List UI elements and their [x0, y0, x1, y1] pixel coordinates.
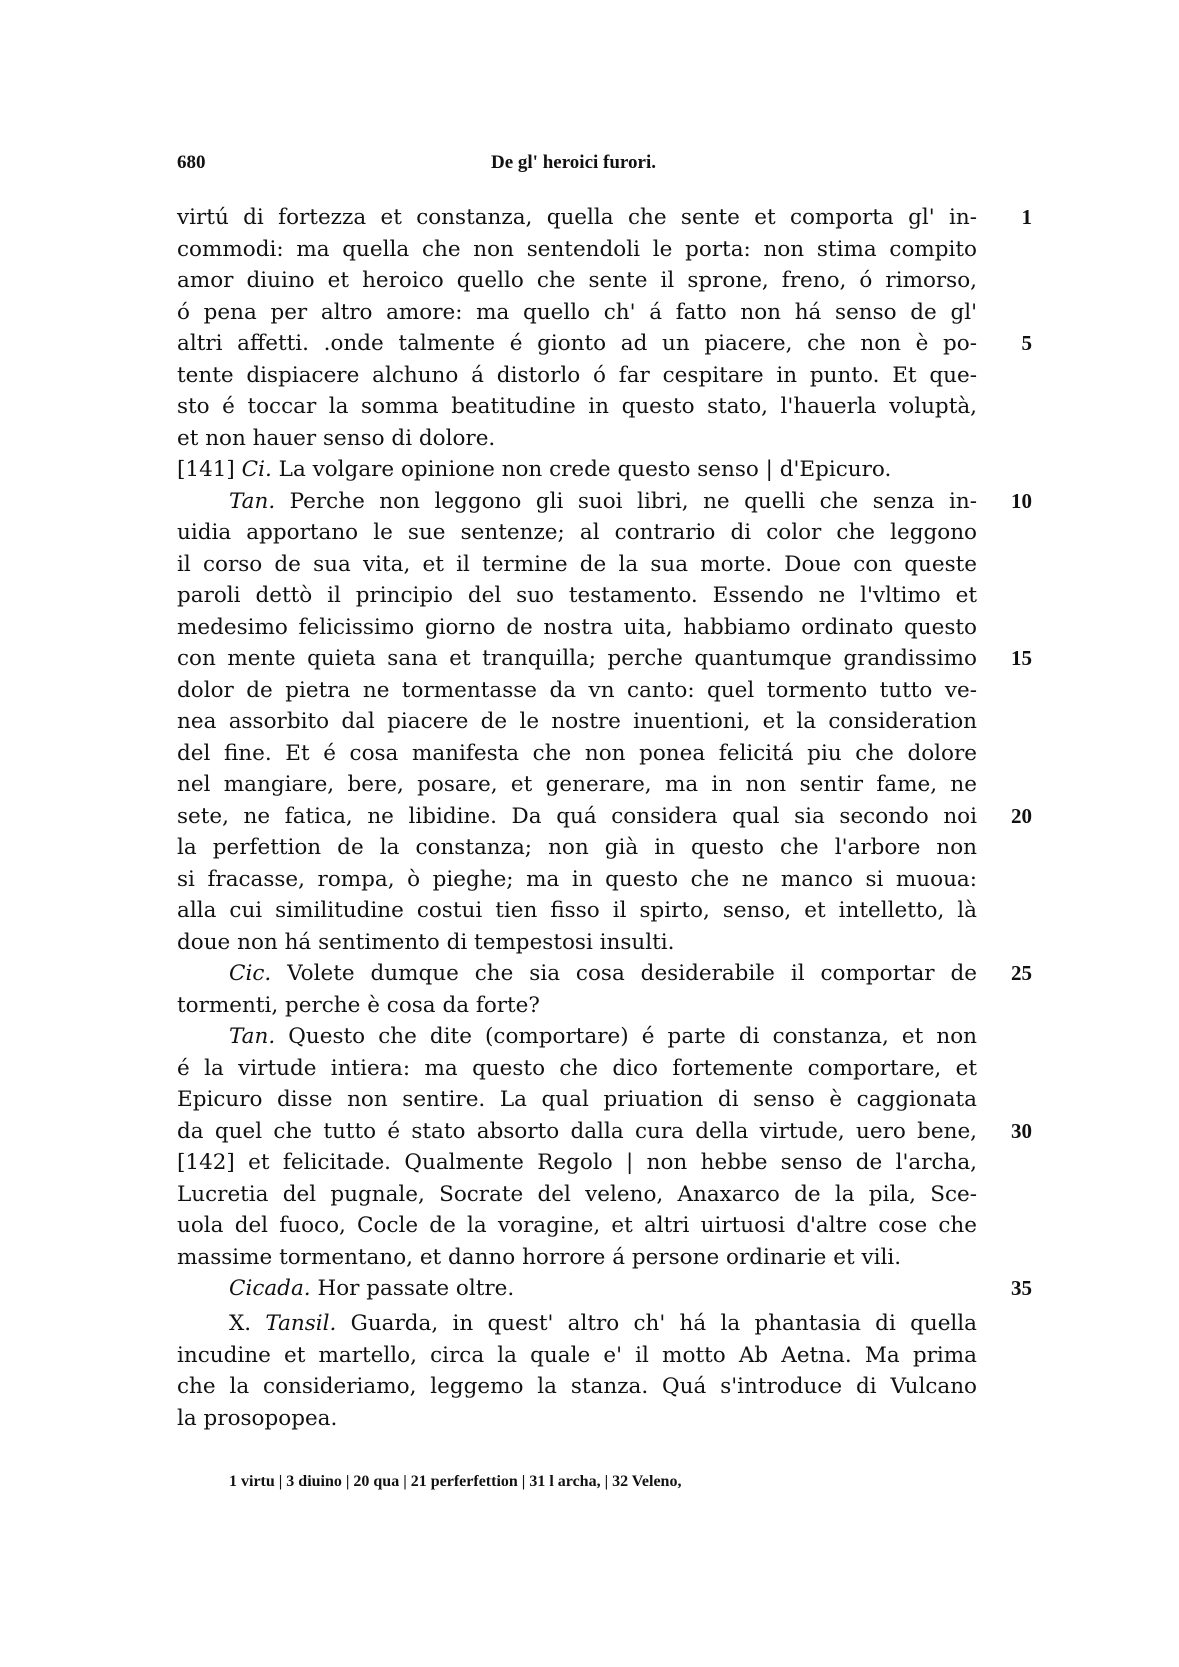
text-line [177, 675, 977, 707]
text-line [177, 1116, 1032, 1148]
line-body: che la consideriamo, leggemo la stanza. Quá s'introduce di Vulcano [177, 1374, 977, 1399]
line-body: si fracasse, rompa, ò pieghe; ma in questo che ne manco si muoua: [177, 866, 977, 892]
text-line [177, 1308, 977, 1340]
text-line [177, 234, 977, 266]
text-line [177, 1403, 977, 1435]
text-line [177, 1021, 977, 1053]
line-body: tente dispiacere alchuno á distorlo ó far cespitare in punto. Et que- [177, 362, 977, 388]
line-number: 10 [1011, 488, 1032, 513]
line-body: doue non há sentimento di tempestosi insulti. [177, 929, 675, 955]
line-body: la perfettion de la constanza; non già in questo che l'arbore non [177, 835, 977, 860]
text-line [177, 1147, 977, 1179]
line-text [177, 612, 977, 644]
line-body: del fine. Et é cosa manifesta che non ponea felicitá piu che dolore [177, 740, 977, 766]
text-line [177, 927, 977, 959]
line-text [177, 1147, 977, 1179]
text-line [177, 990, 977, 1022]
line-text [177, 1053, 977, 1085]
line-text [177, 328, 977, 360]
line-text [177, 801, 977, 833]
line-number: 25 [1011, 961, 1032, 985]
line-text [177, 706, 977, 738]
line-body: commodi: ma quella che non sentendoli le porta: non stima compito [177, 236, 977, 262]
page-header [177, 152, 977, 182]
line-text [177, 958, 977, 990]
text-line [177, 1210, 977, 1242]
line-text [177, 1084, 977, 1116]
text-line [177, 265, 977, 297]
line-body: é la virtude intiera: ma questo che dico fortemente comportare, et [177, 1055, 977, 1081]
text-line [177, 1084, 977, 1116]
section-x-text [177, 1308, 977, 1434]
text-line [177, 1340, 977, 1372]
line-body: alla cui similitudine costui tien fisso il spirto, senso, et intelletto, là [177, 898, 977, 923]
line-text [177, 265, 977, 297]
line-body: sete, ne fatica, ne libidine. Da quá considera qual sia secondo noi [177, 803, 977, 829]
line-number: 1 [1021, 205, 1032, 229]
text-line [177, 706, 977, 738]
text-line [177, 423, 977, 455]
text-line [177, 1242, 977, 1274]
line-text [177, 1210, 977, 1242]
speaker-name: Cicada. [229, 1276, 311, 1301]
line-body: tormenti, perche è cosa da forte? [177, 992, 540, 1018]
speaker-name: Tan. [229, 1024, 276, 1049]
line-text [177, 1340, 977, 1372]
line-text [177, 675, 977, 707]
line-number: 15 [1011, 646, 1032, 670]
text-line [177, 864, 977, 896]
line-body: massime tormentano, et danno horrore á persone ordinarie et vili. [177, 1244, 902, 1270]
line-body: La volgare opinione non crede questo senso | d'Epicuro. [271, 457, 892, 482]
page-number: 680 [177, 152, 206, 173]
line-body: sto é toccar la somma beatitudine in questo stato, l'hauerla voluptà, [177, 394, 977, 419]
text-line [177, 832, 977, 864]
speaker-name: Ci. [241, 457, 272, 482]
text-line [177, 801, 1032, 833]
line-body: Epicuro disse non sentire. La qual priuation di senso è caggionata [177, 1087, 977, 1112]
line-text [177, 738, 977, 770]
line-body: con mente quieta sana et tranquilla; perche quantumque grandissimo [177, 646, 977, 671]
line-body: Volete dumque che sia cosa desiderabile il comportar de [271, 961, 977, 986]
running-title: De gl' heroici furori. [491, 152, 656, 173]
line-number: 30 [1011, 1118, 1032, 1143]
line-prefix: [141] [177, 457, 242, 482]
text-line [177, 454, 977, 486]
line-body: [142] et felicitade. Qualmente Regolo | non hebbe senso de l'archa, [177, 1150, 977, 1175]
line-body: Perche non leggono gli suoi libri, ne quelli che senza in- [275, 488, 977, 514]
speaker-name: Cic. [229, 961, 272, 986]
line-body: da quel che tutto é stato absorto dalla cura della virtude, uero bene, [177, 1118, 977, 1144]
line-body: dolor de pietra ne tormentasse da vn canto: quel tormento tutto ve- [177, 677, 977, 703]
line-body: Questo che dite (comportare) é parte di constanza, et non [275, 1024, 977, 1049]
line-body: medesimo felicissimo giorno de nostra uita, habbiamo ordinato questo [177, 614, 977, 640]
text-line [177, 202, 1032, 234]
line-text [177, 832, 977, 864]
main-text [177, 202, 1032, 1305]
line-body: virtú di fortezza et constanza, quella che sente et comporta gl' in- [177, 205, 977, 230]
line-text [177, 391, 977, 423]
line-body: ó pena per altro amore: ma quello ch' á fatto non há senso de gl' [177, 299, 977, 325]
line-text [177, 895, 977, 927]
line-text [177, 486, 977, 518]
speaker-name: Tansil. [265, 1311, 337, 1336]
line-prefix: X. [229, 1311, 266, 1336]
line-text [177, 643, 977, 675]
line-text [177, 1371, 977, 1403]
text-line [177, 1273, 1032, 1305]
speaker-name: Tan. [229, 488, 276, 514]
line-body: uola del fuoco, Cocle de la voragine, et altri uirtuosi d'altre cose che [177, 1213, 977, 1238]
text-line [177, 958, 1032, 990]
line-body: nel mangiare, bere, posare, et generare, ma in non sentir fame, ne [177, 772, 977, 797]
line-text [177, 864, 977, 896]
line-text [177, 454, 977, 486]
text-line [177, 517, 977, 549]
text-line [177, 738, 977, 770]
line-text [177, 549, 977, 581]
line-text [177, 202, 977, 234]
line-text [177, 1021, 977, 1053]
line-text [177, 1242, 977, 1274]
line-text [177, 769, 977, 801]
line-body: la prosopopea. [177, 1405, 338, 1431]
text-line [177, 486, 1032, 518]
text-line [177, 360, 977, 392]
line-body: uidia apportano le sue sentenze; al contrario di color che leggono [177, 520, 977, 545]
line-number: 20 [1011, 803, 1032, 828]
line-text [177, 1273, 977, 1305]
text-line [177, 549, 977, 581]
line-body: et non hauer senso di dolore. [177, 425, 496, 451]
line-text [177, 927, 977, 959]
footnote-apparatus: 1 virtu | 3 diuino | 20 qua | 21 perferfettion | 31 l archa, | 32 Veleno, [229, 1473, 682, 1490]
text-line [177, 1179, 977, 1211]
line-text [177, 234, 977, 266]
text-line [177, 1371, 977, 1403]
line-text [177, 1403, 977, 1435]
line-text [177, 580, 977, 612]
line-number: 5 [1021, 331, 1032, 355]
text-line [177, 643, 1032, 675]
line-number: 35 [1011, 1276, 1032, 1300]
text-line [177, 580, 977, 612]
line-text [177, 1179, 977, 1211]
line-text [177, 1308, 977, 1340]
text-line [177, 895, 977, 927]
text-line [177, 391, 977, 423]
line-body: paroli dettò il principio del suo testamento. Essendo ne l'vltimo et [177, 583, 977, 608]
text-line [177, 769, 977, 801]
line-body: altri affetti. .onde talmente é gionto ad un piacere, che non è po- [177, 331, 977, 356]
text-line [177, 1053, 977, 1085]
line-text [177, 990, 977, 1022]
line-body: amor diuino et heroico quello che sente il sprone, freno, ó rimorso, [177, 268, 977, 293]
text-line [177, 612, 977, 644]
text-line [177, 297, 977, 329]
line-text [177, 517, 977, 549]
line-body: incudine et martello, circa la quale e' il motto Ab Aetna. Ma prima [177, 1342, 977, 1368]
line-text [177, 423, 977, 455]
line-body: il corso de sua vita, et il termine de la sua morte. Doue con queste [177, 551, 977, 577]
line-body: Guarda, in quest' altro ch' há la phantasia di quella [336, 1311, 977, 1336]
line-body: nea assorbito dal piacere de le nostre inuentioni, et la consideration [177, 709, 977, 734]
text-line [177, 328, 1032, 360]
line-text [177, 297, 977, 329]
line-text [177, 1116, 977, 1148]
line-text [177, 360, 977, 392]
line-body: Hor passate oltre. [310, 1276, 515, 1301]
line-body: Lucretia del pugnale, Socrate del veleno, Anaxarco de la pila, Sce- [177, 1181, 977, 1207]
